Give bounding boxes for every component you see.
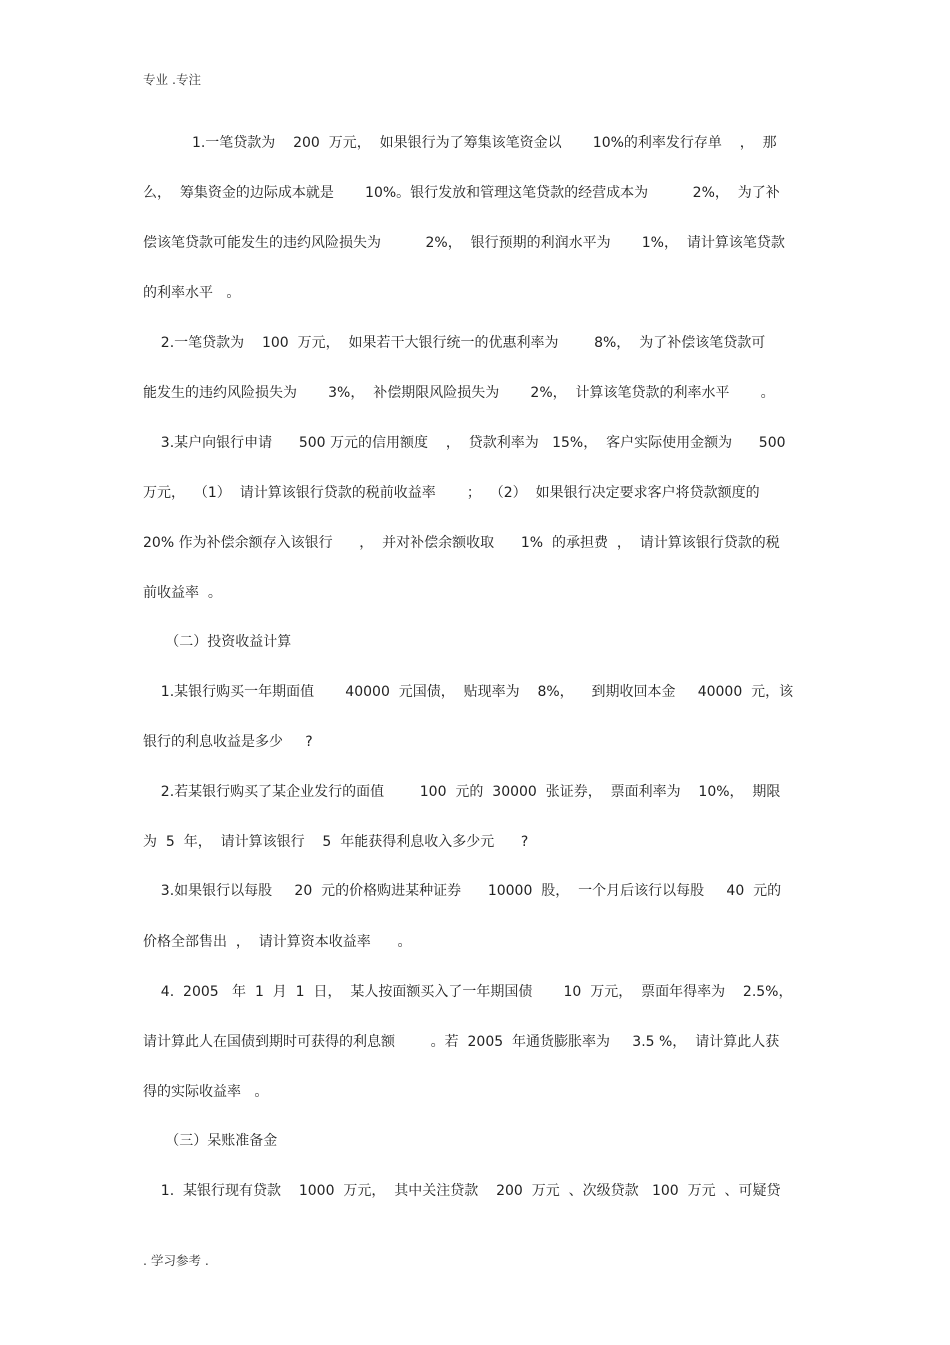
text-line: 得的实际收益率 。 [143,1084,269,1100]
section-heading: （二）投资收益计算 [143,634,292,650]
text-line: 20% 作为补偿余额存入该银行 ， 并对补偿余额收取 1% 的承担费 ， 请计算该银行贷款的税 [143,535,780,551]
text-line: 1.一笔贷款为 200 万元， 如果银行为了筹集该笔资金以 10%的利率发行存单 ， 那 [143,135,777,151]
text-line: 1.某银行购买一年期面值 40000 元国债， 贴现率为 8%， 到期收回本金 40000 元，该 [143,684,794,700]
text-line: 4. 2005 年 1 月 1 日， 某人按面额买入了一年期国债 10 万元， 票面年得率为 2.5%， [143,984,793,1000]
text-line: 前收益率 。 [143,585,222,601]
text-line: 3.某户向银行申请 500 万元的信用额度 ， 贷款利率为 15%， 客户实际使用金额为 500 [143,435,786,451]
text-line: 银行的利息收益是多少 ? [143,734,313,750]
page-footer: . 学习参考 . [143,1253,209,1268]
text-line: 为 5 年， 请计算该银行 5 年能获得利息收入多少元 ? [143,834,529,850]
text-line: 么， 筹集资金的边际成本就是 10%。银行发放和管理这笔贷款的经营成本为 2%， 为了补 [143,185,780,201]
text-line: 万元， （1） 请计算该银行贷款的税前收益率 ； （2） 如果银行决定要求客户将贷款额度的 [143,485,760,501]
page-header: 专业 .专注 [143,72,201,87]
text-line: 2.一笔贷款为 100 万元， 如果若干大银行统一的优惠利率为 8%， 为了补偿该笔贷款可 [143,335,766,351]
text-line: 能发生的违约风险损失为 3%， 补偿期限风险损失为 2%， 计算该笔贷款的利率水平 。 [143,385,775,401]
text-line: 2.若某银行购买了某企业发行的面值 100 元的 30000 张证券， 票面利率为 10%， 期限 [143,784,781,800]
text-line: 价格全部售出 ， 请计算资本收益率 。 [143,934,412,950]
text-line: 1. 某银行现有贷款 1000 万元， 其中关注贷款 200 万元 、次级贷款 100 万元 、可疑贷 [143,1183,781,1199]
text-line: 请计算此人在国债到期时可获得的利息额 。若 2005 年通货膨胀率为 3.5 %， 请计算此人获 [143,1034,780,1050]
text-line: 3.如果银行以每股 20 元的价格购进某种证券 10000 股， 一个月后该行以每股 40 元的 [143,883,782,899]
text-line: 的利率水平 。 [143,285,241,301]
text-line: 偿该笔贷款可能发生的违约风险损失为 2%， 银行预期的利润水平为 1%， 请计算该笔贷款 [143,235,785,251]
section-heading: （三）呆账准备金 [143,1133,278,1149]
